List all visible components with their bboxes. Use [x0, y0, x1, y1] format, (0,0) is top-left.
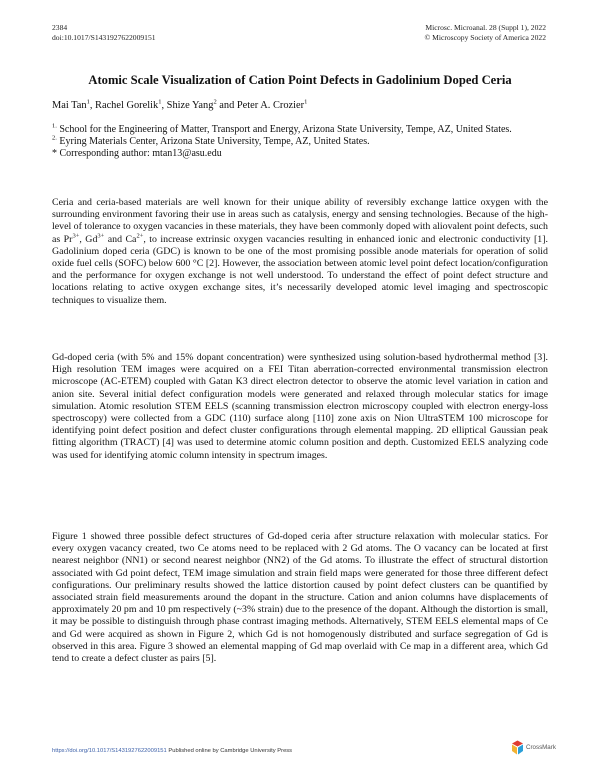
author-separator: and — [216, 100, 237, 111]
affiliation-text: School for the Engineering of Matter, Transport and Energy, Arizona State University, Tempe, AZ, United States. — [59, 124, 512, 135]
corresponding-author: * Corresponding author: mtan13@asu.edu — [52, 148, 222, 160]
text-run: , Gd — [79, 233, 98, 245]
crossmark-badge[interactable] — [511, 740, 556, 755]
header-right — [424, 23, 546, 42]
header-left — [52, 23, 156, 42]
page-footer — [52, 748, 292, 754]
author-name: Rachel Gorelik — [95, 100, 159, 111]
author-name: Shize Yang — [166, 100, 214, 111]
body-paragraph-2: Gd-doped ceria (with 5% and 15% dopant concentration) were synthesized using solution-based hydrothermal method [3]. High resolution TEM images were acquired on a FEI Titan aberration-corrected environmental transmission electron microscope (AC-ETEM) coupled with Gatan K3 direct electron detector to observe the atomic level variation in cation and anion site. Several initial defect configuration models were generated and relaxed through molecular statics for image simulation. Atomic resolution STEM EELS (scanning transmission electron microscopy coupled with electron energy-loss spectroscopy) were collected from a GDC (110) surface along [110] zone axis on Nion UltraSTEM 100 microscope for identifying point defect position and defect cluster configurations through elemental mapping. 2D elliptical Gaussian peak fitting algorithm (TRACT) [4] was used to determine atomic column position and depth. Customized EELS analyzing code was used for identifying atomic column intensity in spectrum images. — [52, 352, 548, 461]
author-affil-mark: 1 — [304, 98, 308, 106]
body-paragraph-3: Figure 1 showed three possible defect structures of Gd-doped ceria after structure relaxation with molecular statics. For every oxygen vacancy created, two Ce atoms need to be replaced with 2 Gd atoms. The O vacancy can be located at first nearest neighbor (NN1) or second nearest neighbor (NN2) of the Gd atoms. To illustrate the effect of structural distortion associated with Gd point defect, TEM image simulation and strain field maps were generated for those three different defect configurations. Our preliminary results showed the lattice distortion caused by point defect clusters can be quantified by associated strain field measurements around the dopant in the structure. Cation and anion columns have displacements of approximately 20 pm and 10 pm respectively (~3% strain) due to the presence of the dopant. Although the distortion is small, it may be possible to distinguish through phase contrast imaging methods. Alternatively, STEM EELS elemental maps of Ce and Gd were acquired as shown in Figure 2, which Gd is not homogenously distributed and surface segregation of Gd is observed in this area. Figure 3 showed an elemental mapping of Gd map overlaid with Ce map in a different area, which Gd tend to create a defect cluster as pairs [5]. — [52, 531, 548, 665]
author-name: Peter A. Crozier — [236, 100, 305, 111]
page-number: 2384 — [52, 23, 68, 32]
crossmark-label: CrossMark — [526, 744, 556, 751]
author-affil-mark: 2 — [213, 98, 217, 106]
affiliations — [52, 124, 548, 161]
author-separator: , — [89, 100, 96, 111]
charge-superscript: 3+ — [72, 232, 80, 240]
affiliation-mark: 2. — [52, 134, 57, 142]
crossmark-icon — [511, 740, 524, 755]
affiliation-mark: 1. — [52, 122, 57, 130]
author-list — [52, 100, 307, 111]
text-run: , to increase extrinsic oxygen vacancies resulting in enhanced ionic and electronic conductivity [1]. Gadolinium doped ceria (GDC) is known to be one of the most promising possible anode materials for operation of solid oxide fuel cells (SOFC) below 600 °C [2]. However, the association between atomic level point defect location/configuration and the performance for oxygen exchange is not well understood. To understand the effect of point defect structure and locations relating to active oxygen exchange sites, it’s necessarily developed atomic level imaging and spectroscopic techniques to visualize them. — [52, 233, 548, 306]
text-run: and Ca — [104, 233, 137, 245]
affiliation — [52, 136, 548, 148]
charge-superscript: 2+ — [136, 232, 144, 240]
author-affil-mark: 1 — [158, 98, 162, 106]
affiliation-text: Eyring Materials Center, Arizona State University, Tempe, AZ, United States. — [59, 136, 370, 148]
affiliation — [52, 124, 548, 136]
journal-citation: Microsc. Microanal. 28 (Suppl 1), 2022 — [425, 23, 546, 32]
header-doi: doi:10.1017/S1431927622009151 — [52, 32, 156, 42]
charge-superscript: 3+ — [97, 232, 105, 240]
author-separator: , — [161, 100, 167, 111]
text-run: Ceria and ceria-based materials are well known for their unique ability of reversibly exchange lattice oxygen with the surrounding environment favoring their use in areas such as catalysis, energy and sensing technologies. Because of the high-level of tolerance to oxygen vacancies in these materials, they have been commonly doped with aliovalent point defects, such as Pr — [52, 197, 548, 245]
body-paragraph-1 — [52, 197, 548, 307]
footer-published: Published online by Cambridge University Press — [166, 748, 293, 754]
paper-title: Atomic Scale Visualization of Cation Point Defects in Gadolinium Doped Ceria — [88, 73, 512, 87]
author-affil-mark: 1 — [86, 98, 90, 106]
footer-doi-link[interactable]: https://doi.org/10.1017/S1431927622009151 — [52, 748, 167, 754]
author-name: Mai Tan — [52, 100, 87, 111]
copyright-notice: © Microscopy Society of America 2022 — [424, 32, 546, 42]
